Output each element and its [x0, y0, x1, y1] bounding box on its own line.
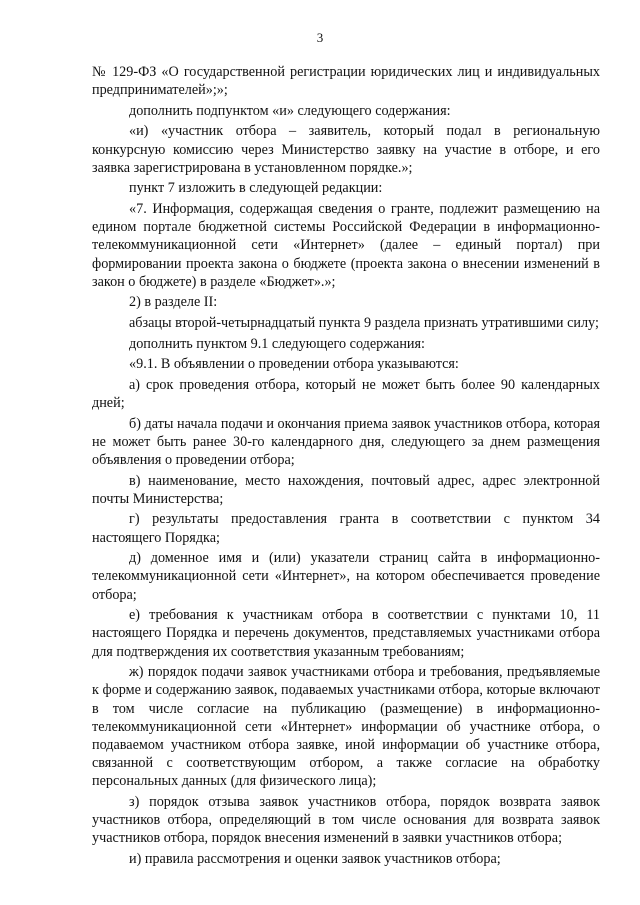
paragraph: № 129-ФЗ «О государственной регистрации юридических лиц и индивидуальных предпринимателей»;»;: [92, 64, 600, 99]
paragraph: е) требования к участникам отбора в соответствии с пунктами 10, 11 настоящего Порядка и перечень документов, представляемых участниками отбора для подтверждения их соответствия указанным требованиям;: [92, 607, 600, 660]
paragraph: абзацы второй-четырнадцатый пункта 9 раздела признать утратившими силу;: [129, 314, 599, 331]
paragraph: з) порядок отзыва заявок участников отбора, порядок возврата заявок участников отбора, определяющий в том числе основания для возврата заявок участников отбора, порядок внесения изменений в заявки участников отбора;: [92, 793, 600, 847]
paragraph: г) результаты предоставления гранта в соответствии с пунктом 34 настоящего Порядка;: [92, 511, 600, 546]
paragraph: д) доменное имя и (или) указатели страниц сайта в информационно-телекоммуникационной сети «Интернет», на котором обеспечивается проведение отбора;: [92, 550, 600, 603]
paragraph: дополнить пунктом 9.1 следующего содержания:: [129, 335, 425, 352]
paragraph: «7. Информация, содержащая сведения о гранте, подлежит размещению на едином портале бюджетной системы Российской Федерации в информационно-телекоммуникационной сети «Интернет» (далее – единый портал) при формировании проекта закона о бюджете (проекта закона о внесении изменений в закон о бюджете) в разделе «Бюджет».»;: [92, 200, 600, 290]
page-number: 3: [316, 30, 324, 45]
paragraph: б) даты начала подачи и окончания приема заявок участников отбора, которая не может быть ранее 30-го календарного дня, следующего за днем размещения объявления о проведении отбора;: [92, 415, 600, 468]
paragraph: ж) порядок подачи заявок участниками отбора и требования, предъявляемые к форме и содержанию заявок, подаваемых участниками отбора, которые включают в том числе согласие на публикацию (размещение) в информационно-телекоммуникационной сети «Интернет» информации об участнике отбора, о подаваемом участником отбора заявке, иной информации об участнике отбора, связанной с соответствующим отбором, а также согласие на обработку персональных данных (для физического лица);: [92, 664, 600, 790]
paragraph: «и) «участник отбора – заявитель, который подал в региональную конкурсную комиссию через Министерство заявку на участие в отборе, и его заявка зарегистрирована в установленном порядке.»;: [92, 123, 600, 176]
paragraph: 2) в разделе II:: [129, 294, 218, 311]
paragraph: в) наименование, место нахождения, почтовый адрес, адрес электронной почты Министерства;: [92, 472, 600, 507]
paragraph: дополнить подпунктом «и» следующего содержания:: [129, 102, 451, 119]
document-body: [92, 63, 600, 871]
paragraph: пункт 7 изложить в следующей редакции:: [129, 180, 383, 197]
paragraph: «9.1. В объявлении о проведении отбора указываются:: [129, 356, 459, 373]
paragraph: и) правила рассмотрения и оценки заявок участников отбора;: [129, 850, 501, 867]
paragraph: а) срок проведения отбора, который не может быть более 90 календарных дней;: [92, 376, 600, 411]
